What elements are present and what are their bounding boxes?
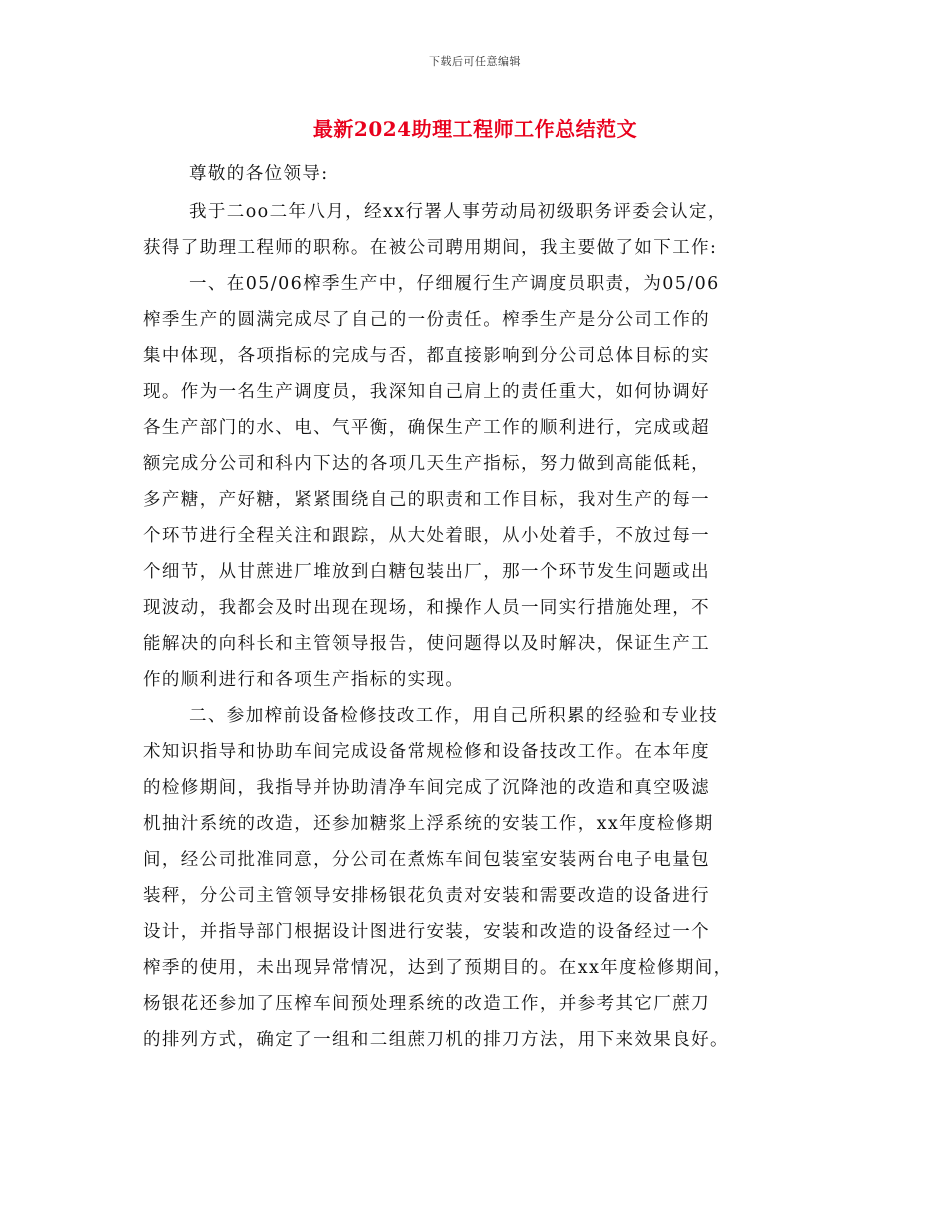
paragraph-line: 获得了助理工程师的职称。在被公司聘用期间，我主要做了如下工作:: [143, 238, 718, 258]
paragraph-line: 设计，并指导部门根据设计图进行安装，安装和改造的设备经过一个: [143, 922, 710, 942]
paragraph-line: 各生产部门的水、电、气平衡，确保生产工作的顺利进行，完成或超: [143, 418, 710, 438]
paragraph-line: 个细节，从甘蔗进厂堆放到白糖包装出厂，那一个环节发生问题或出: [143, 562, 710, 582]
paragraph-line: 一、在05/06榨季生产中，仔细履行生产调度员职责，为05/06: [189, 274, 720, 294]
document-title: 最新2024助理工程师工作总结范文: [312, 117, 638, 141]
paragraph-line: 个环节进行全程关注和跟踪，从大处着眼，从小处着手，不放过每一: [143, 526, 710, 546]
paragraph-line: 我于二oo二年八月，经xx行署人事劳动局初级职务评委会认定，: [189, 202, 727, 222]
paragraph-line: 术知识指导和协助车间完成设备常规检修和设备技改工作。在本年度: [143, 742, 710, 762]
salutation: 尊敬的各位领导:: [189, 164, 329, 184]
paragraph-line: 的检修期间，我指导并协助清净车间完成了沉降池的改造和真空吸滤: [143, 778, 710, 798]
paragraph-line: 能解决的向科长和主管领导报告，使问题得以及时解决，保证生产工: [143, 634, 710, 654]
paragraph-line: 作的顺利进行和各项生产指标的实现。: [143, 670, 465, 690]
page-header: 下载后可任意编辑: [429, 55, 521, 68]
paragraph-line: 装秤，分公司主管领导安排杨银花负责对安装和需要改造的设备进行: [143, 886, 710, 906]
paragraph-line: 二、参加榨前设备检修技改工作，用自己所积累的经验和专业技: [189, 706, 719, 726]
paragraph-line: 榨季生产的圆满完成尽了自己的一份责任。榨季生产是分公司工作的: [143, 310, 710, 330]
paragraph-line: 榨季的使用，未出现异常情况，达到了预期目的。在xx年度检修期间，: [143, 958, 733, 978]
paragraph-line: 杨银花还参加了压榨车间预处理系统的改造工作，并参考其它厂蔗刀: [143, 994, 710, 1014]
paragraph-line: 机抽汁系统的改造，还参加糖浆上浮系统的安装工作，xx年度检修期: [143, 814, 714, 834]
paragraph-line: 多产糖，产好糖，紧紧围绕自己的职责和工作目标，我对生产的每一: [143, 490, 710, 510]
paragraph-line: 现波动，我都会及时出现在现场，和操作人员一同实行措施处理，不: [143, 598, 710, 618]
paragraph-line: 现。作为一名生产调度员，我深知自己肩上的责任重大，如何协调好: [143, 382, 710, 402]
paragraph-line: 的排列方式，确定了一组和二组蔗刀机的排刀方法，用下来效果良好。: [143, 1030, 729, 1050]
paragraph-line: 间，经公司批准同意，分公司在煮炼车间包装室安装两台电子电量包: [143, 850, 710, 870]
paragraph-line: 集中体现，各项指标的完成与否，都直接影响到分公司总体目标的实: [143, 346, 710, 366]
paragraph-line: 额完成分公司和科内下达的各项几天生产指标，努力做到高能低耗，: [143, 454, 710, 474]
